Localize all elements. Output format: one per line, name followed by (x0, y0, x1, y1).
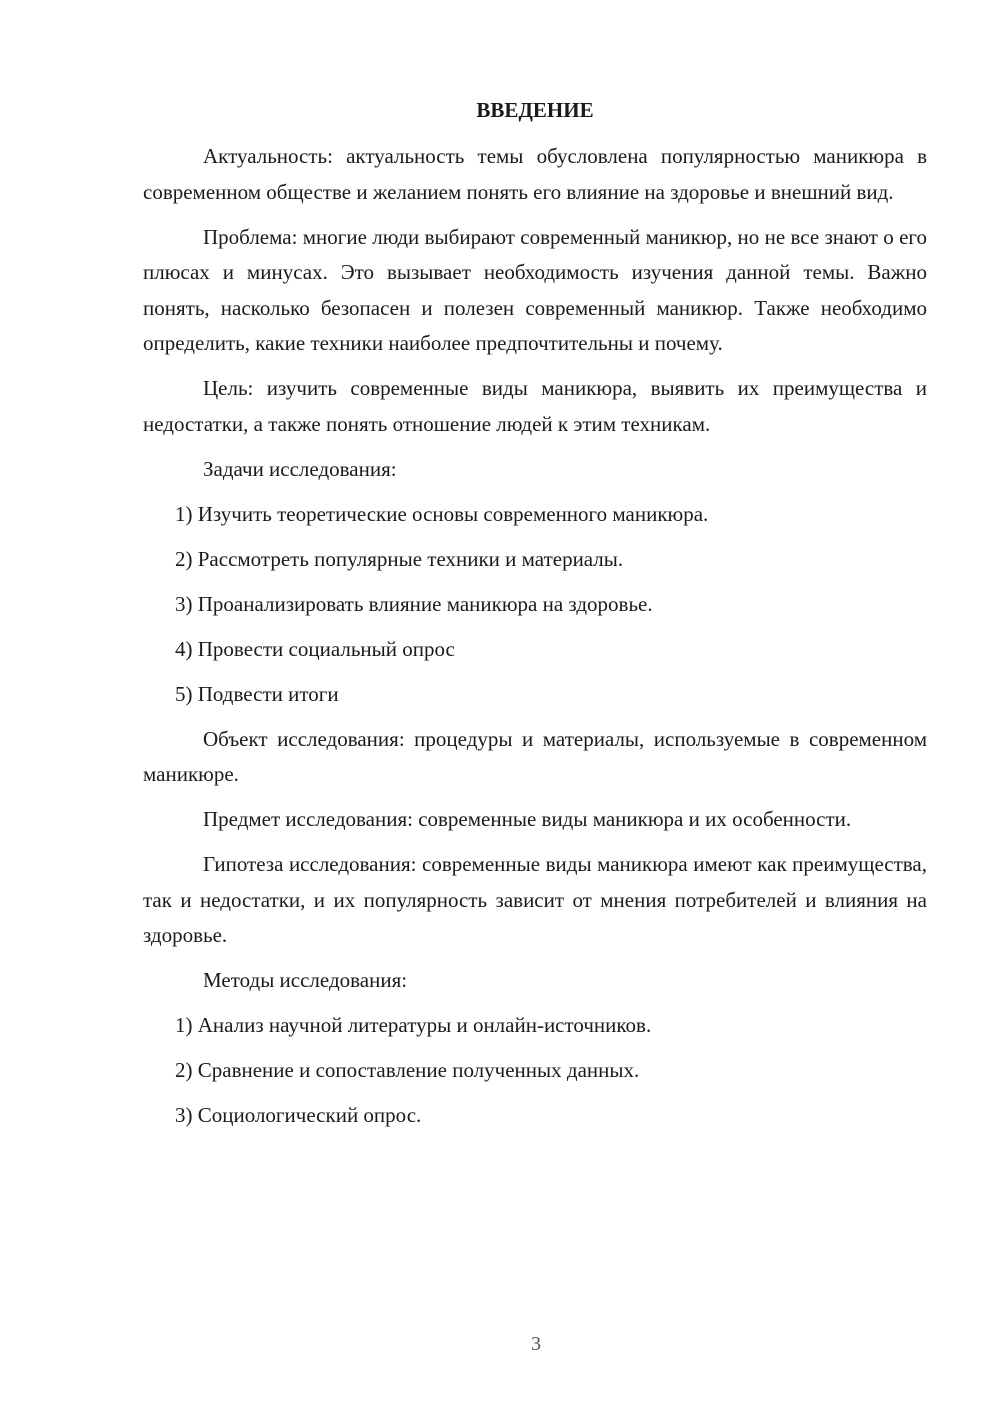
section-title: ВВЕДЕНИЕ (476, 98, 594, 122)
task-item: 2) Рассмотреть популярные техники и материалы. (175, 546, 624, 571)
goal-paragraph: Цель: изучить современные виды маникюра, выявить их преимущества и недостатки, а также понять отношение людей к этим техникам. (143, 376, 927, 436)
subject-paragraph: Предмет исследования: современные виды маникюра и их особенности. (203, 807, 852, 831)
tasks-list (143, 497, 927, 713)
document-body (143, 95, 927, 1143)
task-item: 3) Проанализировать влияние маникюра на здоровье. (175, 591, 653, 616)
task-item: 5) Подвести итоги (175, 681, 339, 706)
method-item: 1) Анализ научной литературы и онлайн-источников. (175, 1013, 652, 1037)
object-paragraph: Объект исследования: процедуры и материалы, используемые в современном маникюре. (143, 726, 927, 786)
method-item: 3) Социологический опрос. (175, 1103, 422, 1127)
page-number: 3 (531, 1333, 541, 1355)
task-item: 1) Изучить теоретические основы современного маникюра. (175, 501, 709, 526)
task-item: 4) Провести социальный опрос (175, 636, 455, 661)
tasks-heading: Задачи исследования: (203, 456, 397, 481)
methods-list (143, 1008, 927, 1134)
relevance-paragraph: Актуальность: актуальность темы обусловлена популярностью маникюра в современном обществе и желанием понять его влияние на здоровье и внешний вид. (143, 144, 927, 204)
method-item: 2) Сравнение и сопоставление полученных данных. (175, 1058, 640, 1082)
hypothesis-paragraph: Гипотеза исследования: современные виды маникюра имеют как преимущества, так и недостатки, и их популярность зависит от мнения потребителей и влияния на здоровье. (143, 852, 927, 947)
problem-paragraph: Проблема: многие люди выбирают современный маникюр, но не все знают о его плюсах и минусах. Это вызывает необходимость изучения данной темы. Важно понять, насколько безопасен и полезен современный маникюр. Также необходимо определить, какие техники наиболее предпочтительны и почему. (143, 224, 927, 355)
methods-heading: Методы исследования: (203, 968, 408, 992)
